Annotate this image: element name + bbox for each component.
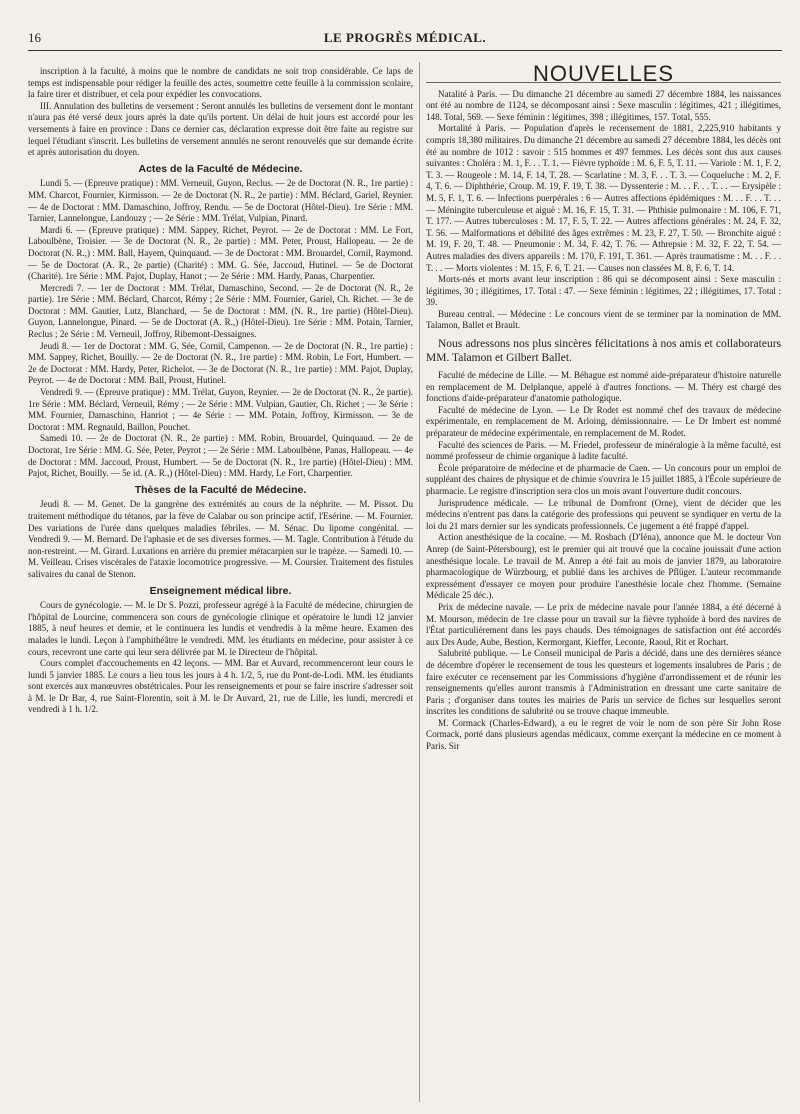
article-paragraph: Natalité à Paris. — Du dimanche 21 décembre au samedi 27 décembre 1884, les naissances ont été au nombre de 1124, se décomposant ainsi : Sexe masculin : légitimes, 421 ; illégitimes, 148. Total, 569. — Sexe féminin : légitimes, 398 ; illégitimes, 157. Total, 555. [426, 88, 781, 122]
journal-title: LE PROGRÈS MÉDICAL. [323, 30, 487, 45]
article-paragraph: III. Annulation des bulletins de versement : Seront annulés les bulletins de versement dont le montant n'aura pas été versé deux jours après la date qu'ils portent. Un délai de huit jours est accordé pour les versements à faire en province : Dans ce dernier cas, déclaration expresse doit être faite au registre sur lequel l'étudiant s'inscrit. Les bulletins de versement annulés ne seront renouvelés que sur demande écrite et après autorisation du doyen. [28, 100, 413, 158]
article-paragraph: Jeudi 8. — 1er de Doctorat : MM. G. Sée, Cornil, Campenon. — 2e de Doctorat (N. R., 1re partie) : MM. Sappey, Richet, Bouilly. — 2e de Doctorat (N. R., 1re partie) : MM. Robin, Le Fort, Humbert. — 2e de Doctorat : MM. Hardy, Peter, Richelot. — 3e de Doctorat (N. R., 1re partie) : MM. Pajot, Duplay, Peyrot. — 4e de Doctorat : MM. Ball, Proust, Hutinel. [28, 340, 413, 386]
page-number: 16 [28, 30, 41, 45]
article-paragraph: Jeudi 8. — M. Genet. De la gangrène des extrémités au cours de la néphrite. — M. Pissot. Du traitement méthodique du tétanos, par la fève de Calabar ou son principe actif, l'Esérine. — M. Fournier. Des variations de l'urée dans quelques maladies fébriles. — M. Sénac. Du lipome congénital. — Vendredi 9. — M. Bernard. De l'aphasie et de ses diverses formes. — M. Tagle. Contribution à l'étude du non-restreint. — M. Girard. Luxations en arrière du premier métacarpien sur le trapèze. — Samedi 10. — M. Veilleau. Crises viscérales de l'ataxie locomotrice progressive. — M. Coursier. Traitement des fistules salivaires du canal de Stenon. [28, 499, 413, 579]
section-heading: Actes de la Faculté de Médecine. [138, 162, 303, 175]
column-divider [419, 62, 420, 1102]
article-paragraph: Prix de médecine navale. — Le prix de médecine navale pour l'année 1884, a été décerné à M. Mourson, médecin de 1re classe pour un travail sur la fièvre typhoïde à bord des navires de l'État particulièrement dans les pays chauds. Des témoignages de satisfaction ont été accordés aux Drs Aude, Aube, Bestion, Kermorgant, Kieffer, Leconte, Raoul, Rit et Rochart. [426, 601, 781, 647]
article-paragraph: Cours de gynécologie. — M. le Dr S. Pozzi, professeur agrégé à la Faculté de médecine, chirurgien de l'hôpital de Lourcine, commencera son cours de gynécologie clinique et opératoire le lundi 12 janvier 1885, à neuf heures et demie, et le continuera les lundis et vendredis à la même heure. Examen des malades le lundi. Leçon à l'amphithéâtre le vendredi. MM. les étudiants en médecine, pour assister à ce cours, recevront une carte qui leur sera délivrée par M. le Directeur de l'hôpital. [28, 600, 413, 657]
article-paragraph: Salubrité publique. — Le Conseil municipal de Paris a décidé, dans une des dernières séance de décembre d'opérer le recensement de tous les questeurs et logements insalubres de Paris ; de faire exécuter ce recensement par les Commissions d'hygiène d'arrondissement et de réunir les renseignements qu'elles auront transmis à l'Administration en dressant une carte sanitaire de Paris ; d'organiser dans toutes les mairies de Paris un service de fiches sur lesquelles seront inscrites les conditions de salubrité ou se trouve chaque immeuble. [426, 648, 781, 717]
article-paragraph: École préparatoire de médecine et de pharmacie de Caen. — Un concours pour un emploi de suppléant des chaires de physique et de chimie s'ouvrira le 15 juillet 1885, à l'École supérieure de pharmacie. Le registre d'inscription sera clos un mois avant l'ouverture dudit concours. [426, 462, 781, 496]
article-paragraph: Vendredi 9. — (Epreuve pratique) : MM. Trélat, Guyon, Reynier. — 2e de Doctorat (N. R., 2e partie). 1re Série : MM. Béclard, Verneuil, Rémy ; — 2e Série : MM. Vulpian, Gautier, Ch. Richet ; — 3e Série : MM. Fournier, Damaschino, Hanriot ; — 4e Série : — MM. Potain, Joffroy, Kirmisson. — 3e de Doctorat : MM. Regnauld, Baillon, Pouchet. [28, 387, 413, 432]
article-paragraph: inscription à la faculté, à moins que le nombre de candidats ne soit trop considérable. Ce laps de temps est indispensable pour rédiger la feuille des actes, soumettre cette feuille à la commission scolaire, la faire tirer et distribuer, et cela pour expédier les convocations. [28, 66, 413, 100]
article-paragraph: Samedi 10. — 2e de Doctorat (N. R., 2e partie) : MM. Robin, Brouardel, Quinquaud. — 2e de Doctorat, 1re Série : MM. G. Sée, Peter, Peyrot ; — 2e Série : MM. Laboulbène, Panas, Hallopeau. — 4e de Doctorat : MM. Jaccoud, Proust, Humbert. — 5e de Doctorat (N. R., 1re partie) (Hôtel-Dieu) : MM. Pajot, Richet, Bouilly. — 5e id. (A. R.,) (Hôtel-Dieu) : MM. Hardy, Le Fort, Charpentier. [28, 433, 413, 479]
announcement-paragraph: Nous adressons nos plus sincères félicitations à nos amis et collaborateurs MM. Talamon et Gilbert Ballet. [426, 338, 781, 365]
article-paragraph: Faculté des sciences de Paris. — M. Friedel, professeur de minéralogie à la même faculté, est nommé professeur de chimie organique à ladite faculté. [426, 439, 781, 462]
article-paragraph: M. Cormack (Charles-Edward), a eu le regret de voir le nom de son père Sir John Rose Cormack, porté dans plusieurs agendas médicaux, comme exerçant la médecine en ce moment à Paris. Sir [426, 717, 781, 752]
article-paragraph: Faculté de médecine de Lyon. — Le Dr Rodet est nommé chef des travaux de médecine expérimentale, en remplacement de M. Arloing, démissionnaire. — Le Dr Imbert est nommé préparateur de médecine expérimentale, en remplacement de M. Rodet. [426, 404, 781, 439]
page-header [28, 30, 782, 51]
left-column [28, 66, 413, 716]
section-heading: Enseignement médical libre. [149, 584, 292, 597]
article-paragraph: Mardi 6. — (Epreuve pratique) : MM. Sappey, Richet, Peyrot. — 2e de Doctorat : MM. Le Fort, Laboulbène, Troisier. — 3e de Doctorat (N. R., 2e partie) : MM. Peter, Proust, Hallopeau. — 2e de Doctorat (N. R.,) : MM. Ball, Hayem, Quinquaud. — 3e de Doctorat : MM. Brouardel, Cornil, Raymond. — 5e de Doctorat (A. R., 2e partie) (Charité) : MM. G. Sée, Jaccoud, Hutinel. — 5e de Doctorat (Charité). 1re Série : MM. Pajot, Duplay, Hanot ; — 2e Série : MM. Hardy, Panas, Charpentier. [28, 224, 413, 282]
right-column [426, 61, 781, 753]
article-paragraph: Cours complet d'accouchements en 42 leçons. — MM. Bar et Auvard, recommenceront leur cours le lundi 5 janvier 1885. Le cours a lieu tous les jours à 4 h. 1/2, 5, rue du Pont-de-Lodi. MM. les étudiants sont exercés aux manœuvres obstétricales. Pour les renseignements et pour se faire inscrire s'adresser soit à M. le Dr Bar, 4, rue Saint-Florentin, soit à M. le Dr Auvard, 21, rue de Lille, les lundi, mercredi et vendredi à 1 h. 1/2. [28, 658, 413, 715]
article-paragraph: Faculté de médecine de Lille. — M. Béhague est nommé aide-préparateur d'histoire naturelle en remplacement de M. Delplanque, appelé à d'autres fonctions. — M. Théry est chargé des fonctions d'aide-préparateur d'anatomie pathologique. [426, 370, 781, 404]
article-paragraph: Mortalité à Paris. — Population d'après le recensement de 1881, 2,225,910 habitants y compris 18,380 militaires. Du dimanche 21 décembre au samedi 27 décembre 1884, les décès ont été au nombre de 1012 : savoir : 515 hommes et 497 femmes. Les décès sont dus aux causes suivantes : Choléra : M. 1, F. . . T. 1. — Fièvre typhoïde : M. 6, F. 5, T. 11. — Variole : M. 1, F. 2, T. 3. — Rougeole : M. 14, F. 14, T. 28. — Scarlatine : M. 3, F. . . T. 3. — Coqueluche : M. 2, F. 4, T. 6. — Diphthérie, Croup. M. 19, F. 19, T. 38. — Dyssenterie : M. . . F. . . T. . . — Erysipèle : M. 5, F. 1, T. 6. — Infections puerpérales : 6 — Autres affections épidémiques : M. . . F. . . T. . . — Méningite tuberculeuse et aiguë : M. 16, F. 15, T. 31. — Phthisie pulmonaire : M. 106, F. 71, T. 177. — Autres tuberculoses : M. 17, F. 5, T. 22. — Autres affections générales : M. 24, F. 32, T. 56. — Malformations et débilité des âges extrêmes : M. 23, F. 27, T. 50. — Bronchite aiguë : M. 19, F. 20, T. 48. — Pneumonie : M. 34, F. 42, T. 76. — Athrepsie : M. 32, F. 22, T. 54. — Autres maladies des divers appareils : M. 170, F. 191, T. 361. — Après traumatisme : M. . . F. . . T. . . — Morts violentes : M. 15, F. 6, T. 21. — Causes non classées M. 8, F. 6, T. 14. [426, 123, 781, 273]
section-title: NOUVELLES [426, 68, 781, 83]
article-paragraph: Mercredi 7. — 1er de Doctorat : MM. Trélat, Damaschino, Second. — 2e de Doctorat (N. R., 2e partie). 1re Série : MM. Béclard, Charcot, Rémy ; 2e Série : MM. Fournier, Gariel, Ch. Richet. — 3e de Doctorat : MM. Gautier, Lutz, Blanchard, — 5e de Doctorat : MM. (N. R., 1re partie) (Hôtel-Dieu). Guyon, Lannelongue, Pinard. — 5e de Doctorat (A. R.,) (Hôtel-Dieu). 1re Série : MM. Potain, Tarnier, Reclus ; 2e Série : M. Verneuil, Joffroy, Ribemont-Dessaignes. [28, 282, 413, 340]
article-paragraph: Bureau central. — Médecine : Le concours vient de se terminer par la nomination de MM. Talamon, Ballet et Brault. [426, 308, 781, 331]
article-paragraph: Morts-nés et morts avant leur inscription : 86 qui se décomposent ainsi : Sexe masculin : légitimes, 30 ; illégitimes, 17. Total : 47. — Sexe féminin : légitimes, 22 ; illégitimes, 17. Total : 39. [426, 274, 781, 308]
article-paragraph: Jurisprudence médicale. — Le tribunal de Domfront (Orne), vient de décider que les médecins n'entrent pas dans la catégorie des professions qui peuvent se syndiquer en vertu de la loi du 21 mars dernier sur les syndicats professionnels. Ce jugement a été frappé d'appel. [426, 497, 781, 531]
article-paragraph: Action anesthésique de la cocaïne. — M. Rosbach (D'Iéna), annonce que M. le docteur Von Anrep (de Saint-Pétersbourg), est le premier qui ait trouvé que la cocaïne jouissait d'une action anesthésique locale. Le travail de M. Anrep a été fait au mois de janvier 1879, au laboratoire pharmacologique de Würzbourg, et publié dans les archives de Pflüger. L'auteur recommande expressément d'essayer ce moyen pour produire l'anesthésie locale chez l'homme. (Semaine Médicale 25 déc.). [426, 532, 781, 601]
section-heading: Thèses de la Faculté de Médecine. [134, 483, 307, 496]
article-paragraph: Lundi 5. — (Epreuve pratique) : MM. Verneuil, Guyon, Reclus. — 2e de Doctorat (N. R., 1re partie) : MM. Charcot, Fournier, Kirmisson. — 2e de Doctorat (N. R., 2e partie) : MM. Béclard, Gariel, Reynier. — 4e de Doctorat : MM. Damaschino, Joffroy, Rendu. — 5e de Doctorat (Hôtel-Dieu). 1re Série : MM. Tarnier, Lannelongue, Landouzy ; — 2e Série : MM. Trélat, Vulpian, Pinard. [28, 178, 413, 224]
